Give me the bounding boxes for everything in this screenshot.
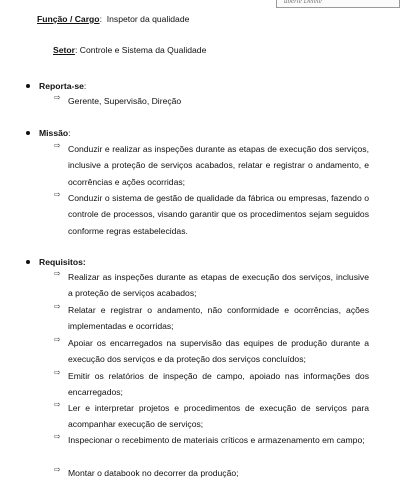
arrow-right-icon: ⇨ <box>54 368 61 377</box>
requisitos-item <box>54 465 369 481</box>
requisitos-item <box>54 302 369 335</box>
requisitos-item-text: Inspecionar o recebimento de materiais críticos e armazenamento em campo; <box>68 435 365 445</box>
bullet-icon <box>26 84 30 88</box>
requisitos-item-text: Emitir os relatórios de inspeção de campo, apoiado nas informações dos encarregados; <box>68 371 369 398</box>
setor-label: Setor <box>53 45 75 55</box>
setor-value: Controle e Sistema da Qualidade <box>79 45 207 55</box>
reporta-label: Reporta-se <box>39 81 84 91</box>
requisitos-item-text: Apoiar os encarregados na supervisão das equipes de produção durante a execução dos serviços e da proteção dos serviços concluídos; <box>68 338 369 365</box>
missao-item <box>54 141 369 190</box>
reporta-item-text: Gerente, Supervisão, Direção <box>68 96 182 106</box>
arrow-right-icon: ⇨ <box>54 269 61 278</box>
requisitos-item <box>54 400 369 433</box>
requisitos-item <box>54 368 369 401</box>
requisitos-item-text: Montar o databook no decorrer da produção; <box>68 468 239 478</box>
requisitos-item-text: Ler e interpretar projetos e procedimentos de execução de serviços para acompanhar execução de serviços; <box>68 403 369 430</box>
top-edit-box <box>276 0 400 8</box>
requisitos-item-text: Realizar as inspeções durante as etapas de execução dos serviços, inclusive a proteção de serviços acabados; <box>68 272 369 299</box>
bullet-icon <box>26 131 30 135</box>
arrow-right-icon: ⇨ <box>54 432 61 441</box>
missao-heading: Missão: <box>26 128 71 138</box>
reporta-item <box>54 93 369 109</box>
funcao-label: Função / Cargo <box>37 14 100 24</box>
arrow-right-icon: ⇨ <box>54 335 61 344</box>
arrow-right-icon: ⇨ <box>54 190 61 199</box>
reporta-heading: Reporta-se: <box>26 81 86 91</box>
setor-line: Setor: Controle e Sistema da Qualidade <box>53 45 207 55</box>
funcao-value: Inspetor da qualidade <box>106 14 190 24</box>
arrow-right-icon: ⇨ <box>54 141 61 150</box>
bullet-icon <box>26 260 30 264</box>
arrow-right-icon: ⇨ <box>54 302 61 311</box>
arrow-right-icon: ⇨ <box>54 400 61 409</box>
requisitos-item <box>54 335 369 368</box>
requisitos-heading <box>26 257 86 267</box>
requisitos-label: Requisitos: <box>39 257 86 267</box>
arrow-right-icon: ⇨ <box>54 93 61 102</box>
requisitos-item <box>54 269 369 302</box>
requisitos-item <box>54 432 369 448</box>
arrow-right-icon: ⇨ <box>54 465 61 474</box>
top-edit-box-text: aberte Delete <box>284 0 322 5</box>
requisitos-item-text: Relatar e registrar o andamento, não conformidade e ocorrências, ações implementadas e ocorridas; <box>68 305 369 332</box>
funcao-line: Função / Cargo: Inspetor da qualidade <box>37 14 190 24</box>
missao-item <box>54 190 369 239</box>
missao-item-text: Conduzir e realizar as inspeções durante as etapas de execução dos serviços, inclusive a proteção de serviços acabados, relatar e registrar o andamento, e ocorrências e ações ocorridas; <box>68 144 369 187</box>
missao-item-text: Conduzir o sistema de gestão de qualidade da fábrica ou empresas, fazendo o controle de processos, visando garantir que os procedimentos sejam seguidos conforme regras estabelecidas. <box>68 193 369 236</box>
missao-label: Missão <box>39 128 69 138</box>
